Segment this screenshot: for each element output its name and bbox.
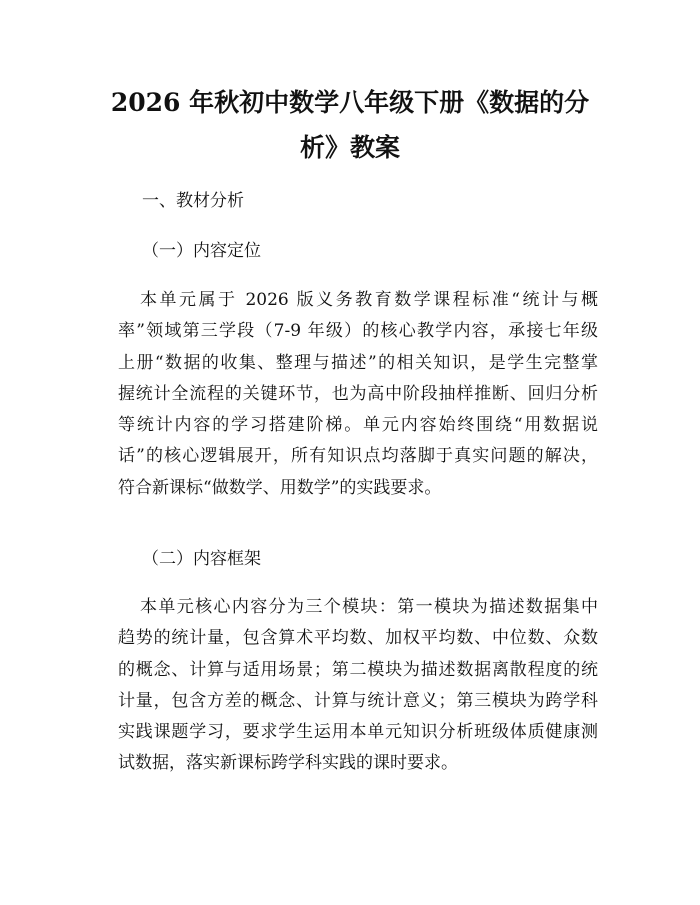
paragraph-line: 趋势的统计量，包含算术平均数、加权平均数、中位数、众数	[118, 628, 598, 649]
paragraph-line: 符合新课标“做数学、用数学”的实践要求。	[118, 477, 442, 498]
document-title-line-1: 2026 年秋初中数学八年级下册《数据的分	[110, 88, 590, 117]
paragraph-line: 本单元核心内容分为三个模块：第一模块为描述数据集中	[140, 597, 598, 617]
paragraph-line: 上册“数据的收集、整理与描述”的相关知识，是学生完整掌	[118, 352, 598, 373]
paragraph-line: 率”领域第三学段（7-9 年级）的核心教学内容，承接七年级	[118, 321, 598, 342]
paragraph-line: 的概念、计算与适用场景；第二模块为描述数据离散程度的统	[118, 659, 598, 680]
subsection-heading-content-positioning: （一）内容定位	[142, 241, 261, 261]
paragraph-line: 握统计全流程的关键环节，也为高中阶段抽样推断、回归分析	[118, 383, 598, 404]
paragraph-line: 话”的核心逻辑展开，所有知识点均落脚于真实问题的解决，	[118, 446, 598, 467]
paragraph-line: 本单元属于 2026 版义务教育数学课程标准“统计与概	[140, 290, 598, 310]
paragraph-content-positioning	[118, 285, 598, 504]
paragraph-content-framework	[118, 592, 598, 780]
document-title-line-2: 析》教案	[299, 133, 400, 162]
section-heading-textbook-analysis: 一、教材分析	[142, 191, 244, 211]
subsection-heading-content-framework: （二）内容框架	[142, 549, 261, 569]
paragraph-line: 试数据，落实新课标跨学科实践的课时要求。	[118, 753, 458, 774]
paragraph-line: 等统计内容的学习搭建阶梯。单元内容始终围绕“用数据说	[118, 415, 598, 436]
paragraph-line: 计量，包含方差的概念、计算与统计意义；第三模块为跨学科	[118, 690, 598, 711]
paragraph-line: 实践课题学习，要求学生运用本单元知识分析班级体质健康测	[118, 722, 598, 743]
